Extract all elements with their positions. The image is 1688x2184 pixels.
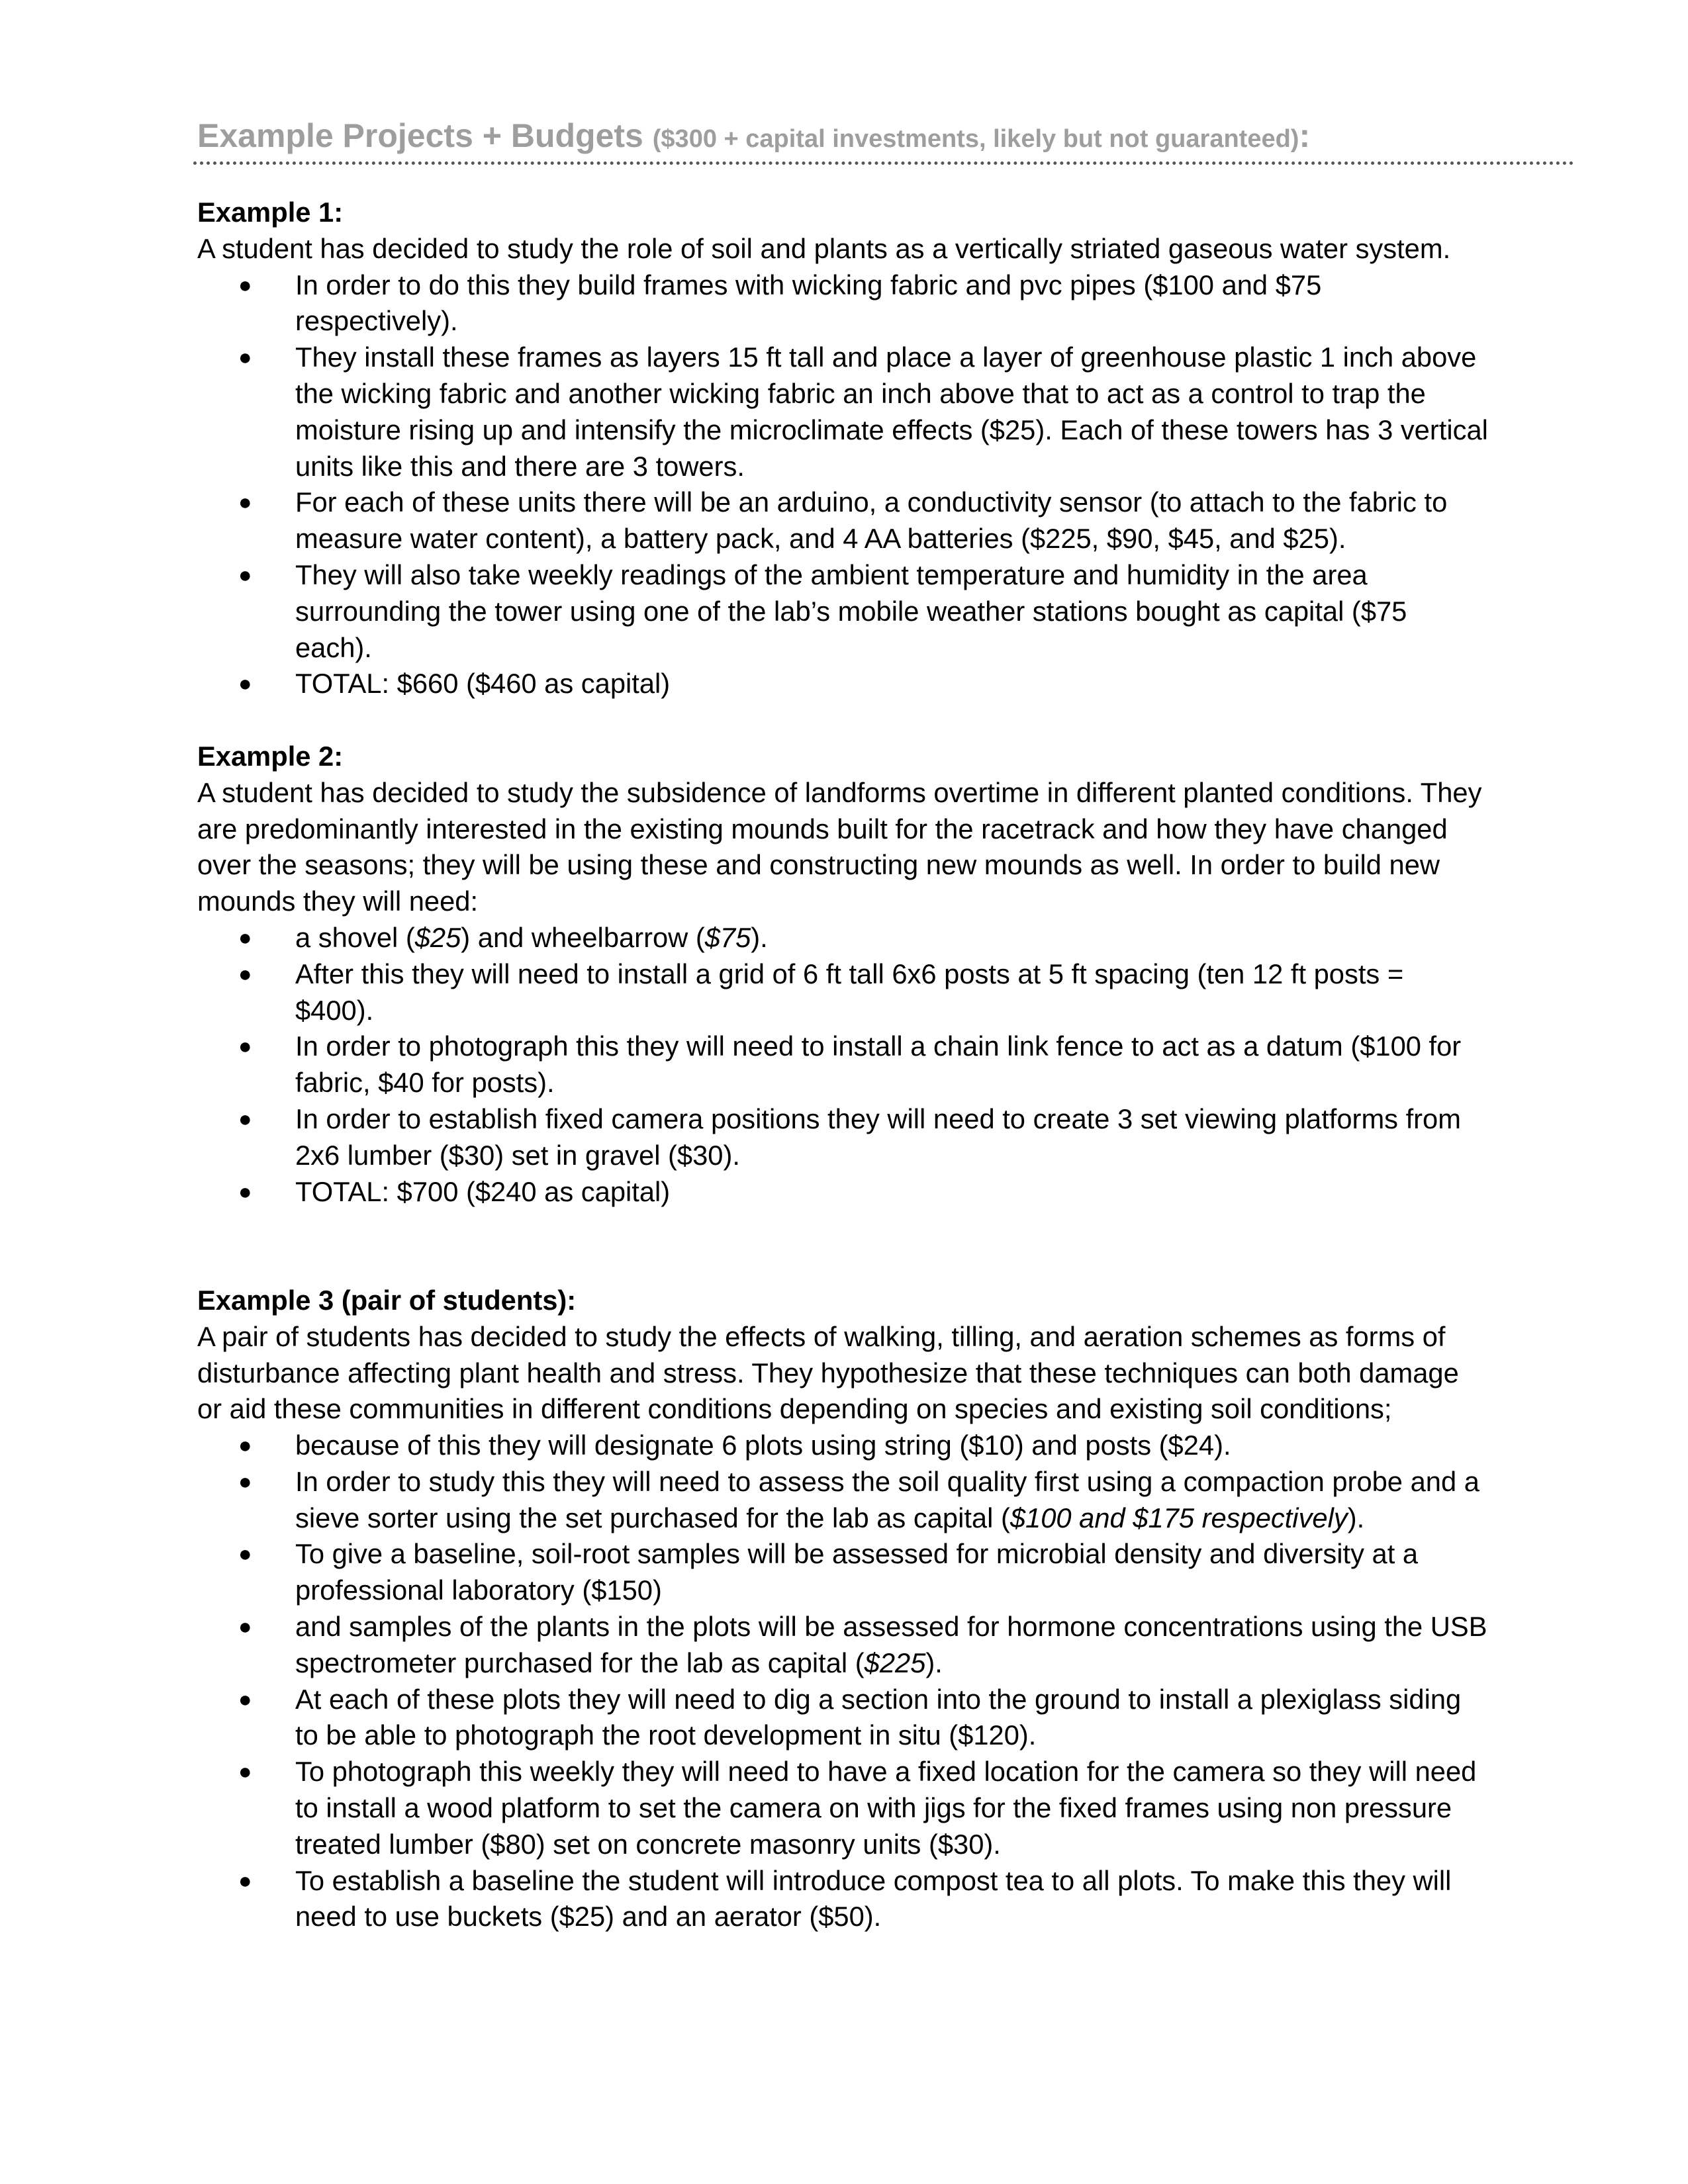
example-heading: Example 3 (pair of students): bbox=[197, 1284, 577, 1316]
example-2 bbox=[197, 739, 1488, 1210]
example-3 bbox=[197, 1283, 1488, 1935]
list-item: ● TOTAL: $700 ($240 as capital) bbox=[197, 1174, 1488, 1210]
list-item bbox=[197, 1609, 1488, 1682]
list-item: ● They will also take weekly readings of the ambient temperature and humidity in the area surrounding the tower using one of the lab’s mobile weather stations bought as capital ($75 each). bbox=[197, 557, 1488, 666]
text: ). bbox=[1347, 1502, 1365, 1533]
text: ). bbox=[925, 1647, 943, 1678]
example-intro: A pair of students has decided to study the effects of walking, tilling, and aeration schemes as forms of disturbance affecting plant health and stress. They hypothesize that these techniques can both damage or aid these communities in different conditions depending on species and existing soil conditions; bbox=[197, 1320, 1459, 1425]
list-item: ● TOTAL: $660 ($460 as capital) bbox=[197, 666, 1488, 702]
italic-text: $75 bbox=[704, 921, 751, 953]
title-main: Example Projects + Budgets bbox=[197, 117, 643, 154]
italic-text: $25 bbox=[414, 921, 461, 953]
text: a shovel ( bbox=[295, 921, 415, 953]
list-item bbox=[197, 920, 1488, 956]
bullet-list bbox=[197, 267, 1488, 703]
example-heading: Example 2: bbox=[197, 740, 344, 772]
list-item: ● For each of these units there will be an arduino, a conductivity sensor (to attach to the fabric to measure water content), a battery pack, and 4 AA batteries ($225, $90, $45, and $25). bbox=[197, 484, 1488, 557]
list-item: ● At each of these plots they will need to dig a section into the ground to install a plexiglass siding to be able to photograph the root development in situ ($120). bbox=[197, 1682, 1488, 1754]
text: ) and wheelbarrow ( bbox=[461, 921, 705, 953]
list-item: ● After this they will need to install a grid of 6 ft tall 6x6 posts at 5 ft spacing (ten 12 ft posts = $400). bbox=[197, 956, 1488, 1029]
italic-text: $100 and $175 respectively bbox=[1009, 1502, 1348, 1533]
list-item: ● To photograph this weekly they will need to have a fixed location for the camera so they will need to install a wood platform to set the camera on with jigs for the fixed frames using non pressure treated lumber ($80) set on concrete masonry units ($30). bbox=[197, 1754, 1488, 1862]
list-item: ● To establish a baseline the student will introduce compost tea to all plots. To make this they will need to use buckets ($25) and an aerator ($50). bbox=[197, 1863, 1488, 1936]
text: and samples of the plants in the plots will be assessed for hormone concentrations using the USB spectrometer purchased for the lab as capital ( bbox=[295, 1611, 1487, 1678]
example-intro: A student has decided to study the subsidence of landforms overtime in different planted conditions. They are predominantly interested in the existing mounds built for the racetrack and how they have changed over the seasons; they will be using these and constructing new mounds as well. In order to build new mounds they will need: bbox=[197, 776, 1482, 917]
dotted-divider bbox=[193, 161, 1574, 165]
text: In order to study this they will need to assess the soil quality first using a compaction probe and a sieve sorter using the set purchased for the lab as capital ( bbox=[295, 1465, 1479, 1533]
document-body bbox=[197, 195, 1488, 1935]
list-item: ● In order to do this they build frames with wicking fabric and pvc pipes ($100 and $75 respectively). bbox=[197, 267, 1488, 340]
list-item bbox=[197, 1464, 1488, 1537]
list-item: ● They install these frames as layers 15 ft tall and place a layer of greenhouse plastic 1 inch above the wicking fabric and another wicking fabric an inch above that to act as a control to trap the moisture rising up and intensify the microclimate effects ($25). Each of these towers has 3 vertical units like this and there are 3 towers. bbox=[197, 340, 1488, 484]
bullet-list bbox=[197, 1428, 1488, 1935]
example-1 bbox=[197, 195, 1488, 702]
bullet-list bbox=[197, 920, 1488, 1210]
example-heading: Example 1: bbox=[197, 197, 344, 228]
example-intro: A student has decided to study the role of soil and plants as a vertically striated gaseous water system. bbox=[197, 232, 1451, 264]
list-item: ● In order to establish fixed camera positions they will need to create 3 set viewing platforms from 2x6 lumber ($30) set in gravel ($30). bbox=[197, 1101, 1488, 1174]
list-item: ● because of this they will designate 6 plots using string ($10) and posts ($24). bbox=[197, 1428, 1488, 1464]
list-item: ● In order to photograph this they will need to install a chain link fence to act as a datum ($100 for fabric, $40 for posts). bbox=[197, 1028, 1488, 1101]
title-subtitle: ($300 + capital investments, likely but not guaranteed) bbox=[652, 125, 1299, 153]
list-item: ● To give a baseline, soil-root samples will be assessed for microbial density and diversity at a professional laboratory ($150) bbox=[197, 1536, 1488, 1609]
document-page bbox=[197, 113, 1488, 1933]
italic-text: $225 bbox=[864, 1647, 926, 1678]
page-title bbox=[197, 113, 1488, 162]
text: ). bbox=[751, 921, 768, 953]
title-colon: : bbox=[1299, 117, 1311, 154]
